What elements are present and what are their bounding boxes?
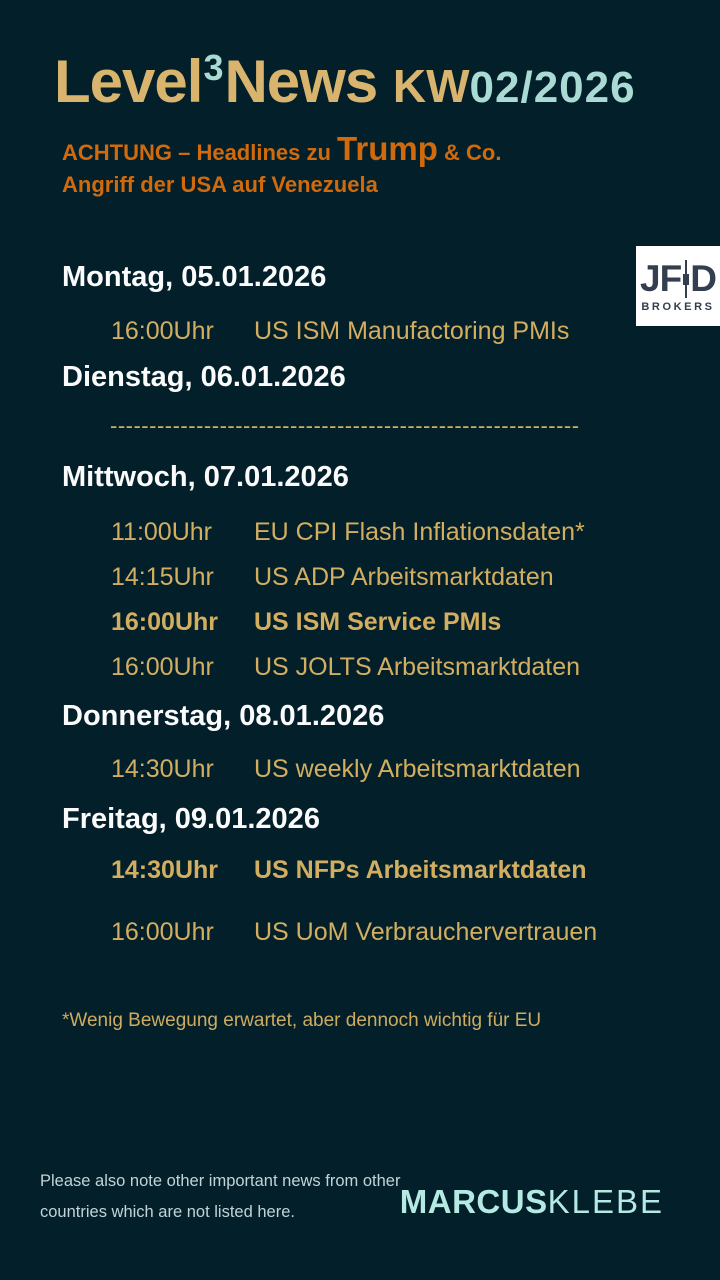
event-time: 16:00Uhr — [111, 608, 218, 636]
footnote: *Wenig Bewegung erwartet, aber dennoch wichtig für EU — [62, 1010, 542, 1031]
alert-headline — [62, 131, 501, 174]
jfd-brokers-label: BROKERS — [641, 300, 715, 313]
day-heading-friday: Freitag, 09.01.2026 — [62, 803, 320, 835]
title-week: 02/2026 — [469, 63, 636, 112]
event-text: EU CPI Flash Inflationsdaten* — [254, 518, 585, 546]
day-heading-thursday: Donnerstag, 08.01.2026 — [62, 700, 385, 732]
jfd-letters-jf: JF — [640, 258, 682, 299]
event-time: 16:00Uhr — [111, 653, 214, 681]
day-heading-tuesday: Dienstag, 06.01.2026 — [62, 361, 346, 393]
alert-subheadline: Angriff der USA auf Venezuela — [62, 172, 378, 197]
jfd-wordmark — [640, 260, 716, 298]
candlestick-icon — [682, 260, 690, 298]
marcusklebe-logo — [400, 1183, 664, 1221]
title-news: News — [224, 48, 393, 115]
footer-disclaimer-line2: countries which are not listed here. — [40, 1203, 295, 1221]
event-time: 16:00Uhr — [111, 918, 214, 946]
jfd-letter-d: D — [690, 258, 716, 299]
event-text: US ADP Arbeitsmarktdaten — [254, 563, 554, 591]
footer-disclaimer — [40, 1166, 400, 1228]
event-text: US UoM Verbrauchervertrauen — [254, 918, 598, 946]
jfd-brokers-logo — [636, 246, 720, 326]
day-heading-wednesday: Mittwoch, 07.01.2026 — [62, 461, 349, 493]
event-time: 14:30Uhr — [111, 856, 218, 884]
event-time: 16:00Uhr — [111, 317, 214, 345]
brand-klebe: KLEBE — [547, 1183, 664, 1220]
event-text: US weekly Arbeitsmarktdaten — [254, 755, 581, 783]
page-title — [54, 47, 636, 115]
event-text: US ISM Manufactoring PMIs — [254, 317, 570, 345]
event-time: 14:30Uhr — [111, 755, 214, 783]
alert-highlight: Trump — [337, 130, 438, 167]
event-text: US JOLTS Arbeitsmarktdaten — [254, 653, 581, 681]
event-time: 11:00Uhr — [111, 518, 212, 546]
footer-disclaimer-line1: Please also note other important news from other — [40, 1172, 401, 1190]
event-time: 14:15Uhr — [111, 563, 214, 591]
brand-marcus: MARCUS — [399, 1183, 548, 1220]
title-superscript: 3 — [203, 47, 224, 88]
day-heading-monday: Montag, 05.01.2026 — [62, 261, 327, 293]
alert-suffix: & Co. — [437, 140, 502, 165]
event-text: US NFPs Arbeitsmarktdaten — [254, 856, 587, 884]
event-text: US ISM Service PMIs — [254, 608, 502, 636]
title-kw: KW — [392, 60, 470, 112]
empty-day-divider: ------------------------------------------------------------ — [110, 413, 580, 438]
alert-prefix: ACHTUNG – Headlines zu — [62, 140, 338, 165]
title-level: Level — [54, 48, 203, 115]
